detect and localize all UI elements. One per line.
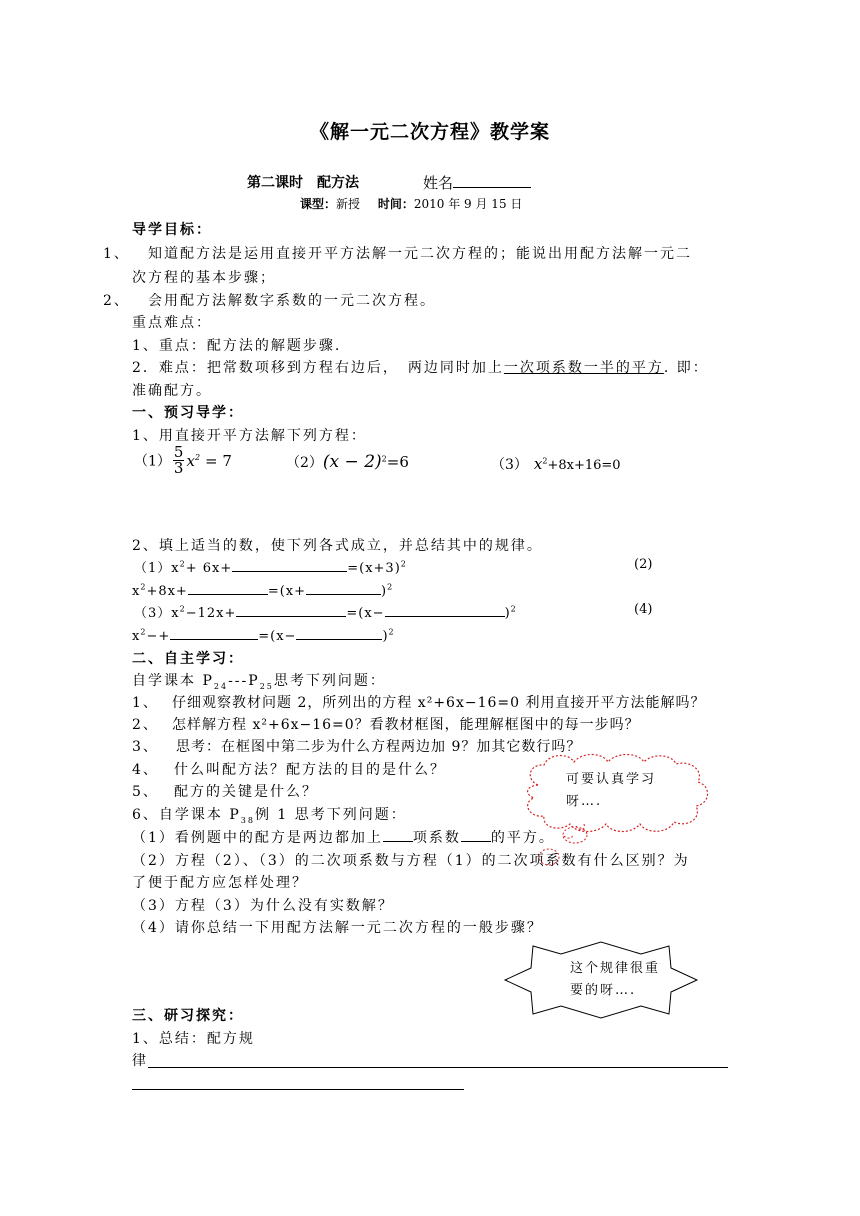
section-3-heading: 三、研习探究： <box>132 1008 244 1024</box>
cloud-text-line-2: 呀…. <box>566 794 603 809</box>
fill-3-b: −12x+ <box>185 606 237 621</box>
equation-3-rest: +8x+16=0 <box>547 458 621 473</box>
answer-line-2[interactable] <box>132 1089 464 1090</box>
star-text-line-2: 要的呀…. <box>570 983 637 998</box>
item-6-b: 例 1 思考下列问题： <box>254 807 407 823</box>
intro-c: 思考下列问题： <box>273 673 386 689</box>
subquestion-1-b: 项系数 <box>412 830 461 846</box>
section-3-question-1: 1、总结：配方规 <box>132 1031 255 1047</box>
cloud-text-line-1: 可要认真学习 <box>566 772 657 787</box>
equation-2-label: （2） <box>286 455 323 471</box>
fill-2-blank-1[interactable] <box>188 580 268 595</box>
fill-row-1 <box>134 557 407 576</box>
fill-2-label: (2) <box>634 557 653 572</box>
subquestion-1 <box>132 827 555 847</box>
subquestion-1-blank-1[interactable] <box>383 827 413 842</box>
cloud-bubble <box>518 750 718 840</box>
goal-2-text: 会用配方法解数字系数的一元二次方程。 <box>148 293 436 309</box>
fill-row-3 <box>134 602 517 621</box>
fill-3-a: （3）x <box>134 606 180 621</box>
exponent: 2 <box>140 627 147 637</box>
fill-2-c: =(x+ <box>267 584 307 599</box>
type-value: 新授 <box>336 197 361 211</box>
keypoint-2-a: 2．难点：把常数项移到方程右边后， 两边同时加上 <box>132 360 504 376</box>
item-3-number: 3、 <box>132 739 159 755</box>
fill-4-b: −+ <box>146 629 171 644</box>
exponent: 2 <box>179 559 186 569</box>
equation-1-rest: = 7 <box>205 451 232 470</box>
lesson-label: 第二课时 配方法 <box>247 175 359 191</box>
item-6-page: 38 <box>240 815 255 825</box>
exponent: 2 <box>387 582 394 592</box>
fill-4-c: =(x− <box>258 629 297 644</box>
item-1-text: 仔细观察教材问题 2，所列出的方程 x²+6x−16=0 利用直接开平方法能解吗？ <box>172 695 706 711</box>
equation-2-body: (x − 2) <box>322 452 382 472</box>
item-2-number: 2、 <box>132 717 159 733</box>
item-1-number: 1、 <box>132 695 159 711</box>
equation-1-label: （1） <box>134 453 171 470</box>
keypoint-2-underlined: 一次项系数一半的平方 <box>503 360 664 376</box>
fill-row-4 <box>132 625 395 644</box>
item-5-text: 配方的关键是什么？ <box>174 784 318 800</box>
fill-row-2 <box>132 580 393 599</box>
goals-heading: 导学目标： <box>132 222 212 238</box>
lesson-meta <box>300 195 522 212</box>
subquestion-1-a: （1）看例题中的配方是两边都加上 <box>132 830 383 846</box>
fill-3-blank-2[interactable] <box>385 602 505 617</box>
intro-b: ---P <box>228 673 260 689</box>
section-1-heading: 一、预习导学： <box>132 405 244 421</box>
fill-2-b: +8x+ <box>146 584 188 599</box>
fill-1-a: （1）x <box>134 561 180 576</box>
name-blank[interactable] <box>453 173 531 188</box>
goal-1-line-1: 知道配方法是运用直接开平方法解一元二次方程的；能说出用配方法解一元二 <box>148 246 692 262</box>
equation-3-variable: x <box>533 455 543 473</box>
subquestion-4: （4）请你总结一下用配方法解一元二次方程的一般步骤？ <box>132 920 543 936</box>
fill-4-d: ) <box>382 629 389 644</box>
equation-3-label: （3） <box>491 457 528 473</box>
red-mark-2 <box>536 846 562 868</box>
intro-a: 自学课本 P <box>132 673 214 689</box>
fill-3-c: =(x− <box>346 606 385 621</box>
exponent: 2 <box>179 604 186 614</box>
name-label <box>423 172 531 193</box>
fraction-denominator: 3 <box>173 459 184 477</box>
exponent: 2 <box>510 604 517 614</box>
section-1-question-1: 1、用直接开平方法解下列方程： <box>132 428 367 444</box>
goal-1-number: 1、 <box>103 246 130 262</box>
goal-1-line-2: 次方程的基本步骤； <box>132 270 276 286</box>
type-label: 课型： <box>300 197 337 211</box>
red-mark-1 <box>560 824 590 846</box>
exponent: 2 <box>194 452 201 462</box>
item-4-number: 4、 <box>132 762 159 778</box>
equation-2-rest: =6 <box>386 453 409 471</box>
subquestion-2-line-2: 了便于配方应怎样处理？ <box>132 875 308 891</box>
answer-line-1[interactable] <box>148 1067 728 1068</box>
item-5-number: 5、 <box>132 784 159 800</box>
equation-3 <box>491 454 621 474</box>
fill-4-label: (4) <box>634 602 653 617</box>
subquestion-1-c: 的平方。 <box>490 830 555 846</box>
time-value: 2010 年 9 月 15 日 <box>413 197 523 211</box>
fill-4-blank-2[interactable] <box>296 625 382 640</box>
fill-4-a: x <box>132 629 141 644</box>
keypoint-2 <box>132 357 709 377</box>
fill-1-c: =(x+3) <box>347 561 401 576</box>
item-4-text: 什么叫配方法？配方法的目的是什么？ <box>174 762 446 778</box>
keypoint-2-line-2: 准确配方。 <box>132 383 212 399</box>
item-3-text: 思考：在框图中第二步为什么方程两边加 9？加其它数行吗？ <box>176 739 582 755</box>
section-1-question-2: 2、填上适当的数，使下列各式成立，并总结其中的规律。 <box>132 538 543 554</box>
goal-2-number: 2、 <box>103 293 130 309</box>
subquestion-3: （3）方程（3）为什么没有实数解？ <box>132 898 394 914</box>
section-2-intro <box>132 670 386 691</box>
keypoints-heading: 重点难点： <box>132 315 212 331</box>
fill-2-a: x <box>132 584 141 599</box>
item-6 <box>132 804 407 825</box>
subquestion-2-line-1: （2）方程（2）、（3）的二次项系数与方程（1）的二次项系数有什么区别？为 <box>132 853 690 869</box>
fill-2-blank-2[interactable] <box>306 580 381 595</box>
equation-2 <box>286 452 409 472</box>
fill-1-b: + 6x+ <box>185 561 233 576</box>
page-title: 《解一元二次方程》教学案 <box>309 121 550 143</box>
keypoint-2-b: . 即： <box>663 360 709 376</box>
name-label-text: 姓名 <box>423 174 454 192</box>
exponent: 2 <box>381 454 387 464</box>
fill-1-blank[interactable] <box>232 557 347 572</box>
subquestion-1-blank-2[interactable] <box>461 827 491 842</box>
fill-3-d: ) <box>504 606 511 621</box>
exponent: 2 <box>400 559 407 569</box>
fill-2-d: ) <box>381 584 388 599</box>
item-6-a: 6、自学课本 P <box>132 807 241 823</box>
equation-1 <box>134 445 232 485</box>
equation-1-variable: $x^2$ <box>186 451 201 470</box>
fill-4-blank-1[interactable] <box>170 625 258 640</box>
fill-3-blank-1[interactable] <box>236 602 346 617</box>
intro-page-1: 24 <box>213 681 229 691</box>
section-3-question-1-cont: 律 <box>132 1053 148 1069</box>
equation-1-fraction <box>173 445 185 476</box>
item-2-text: 怎样解方程 x²+6x−16=0？看教材框图，能理解框图中的每一步吗？ <box>172 717 640 733</box>
section-2-heading: 二、自主学习： <box>132 651 244 667</box>
time-label: 时间： <box>377 197 414 211</box>
star-text-line-1: 这个规律很重 <box>570 961 661 976</box>
intro-page-2: 25 <box>259 681 274 691</box>
fraction-numerator: 5 <box>173 443 184 461</box>
exponent: 2 <box>542 456 548 466</box>
keypoint-1: 1、重点：配方法的解题步骤. <box>132 338 342 354</box>
exponent: 2 <box>140 582 147 592</box>
exponent: 2 <box>388 627 395 637</box>
